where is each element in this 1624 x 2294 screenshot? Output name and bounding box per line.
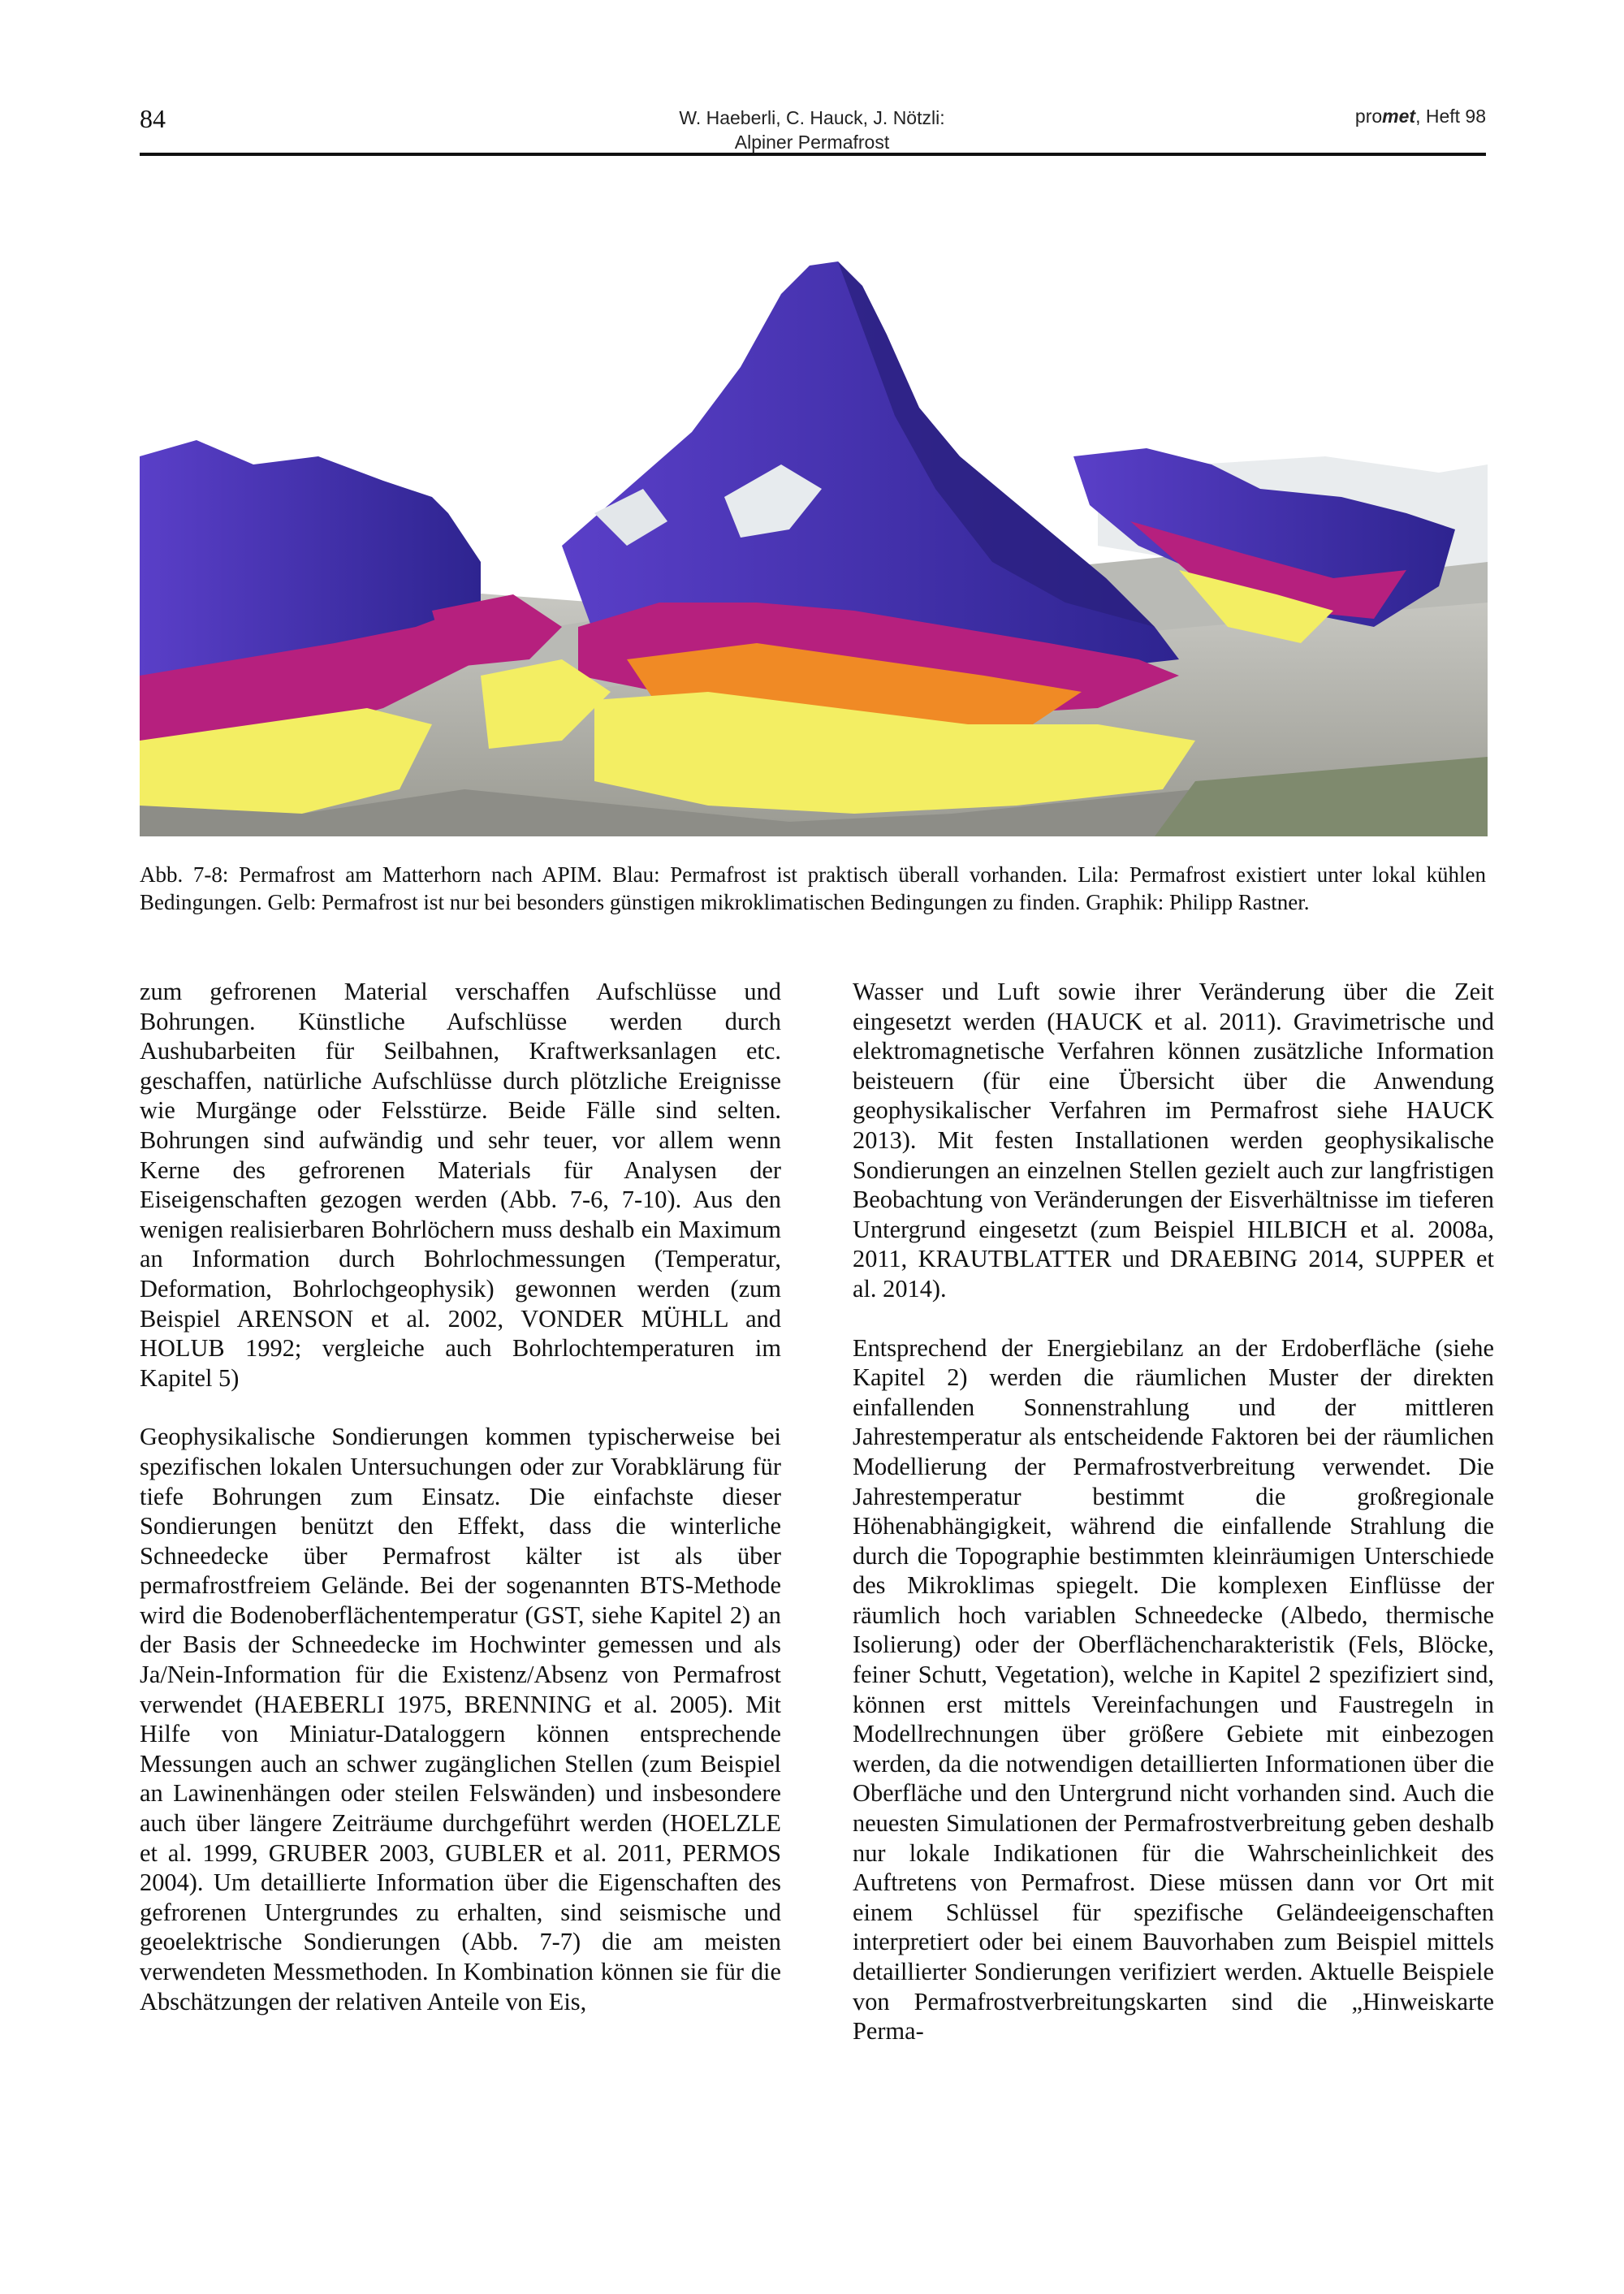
journal-issue: , Heft 98 [1415,106,1486,127]
column-right [853,977,1494,2076]
paragraph: zum gefrorenen Material verschaffen Aufschlüsse und Bohrungen. Künstliche Aufschlüsse werden durch Aushubarbeiten für Seilbahnen, Kraftwerksanlagen etc. geschaffen, natürliche Aufschlüsse durch plötzliche Ereignisse wie Murgänge oder Felsstürze. Beide Fälle sind selten. Bohrungen sind aufwändig und sehr teuer, vor allem wenn Kerne des gefrorenen Materials für Analysen der Eiseigenschaften gezogen werden (Abb. 7-6, 7-10). Aus den wenigen realisierbaren Bohrlöchern muss deshalb ein Maximum an Information durch Bohrlochmessungen (Temperatur, Deformation, Bohrlochgeophysik) gewonnen werden (zum Beispiel ARENSON et al. 2002, VONDER MÜHLL and HOLUB 1992; vergleiche auch Bohrlochtemperaturen im Kapitel 5) [140,978,781,1392]
figure-matterhorn-permafrost [140,221,1488,836]
journal-brand: met [1382,106,1416,127]
running-header [568,106,1056,154]
running-header-authors: W. Haeberli, C. Hauck, J. Nötzli: [679,107,945,128]
header-rule [140,153,1486,156]
column-left [140,977,781,2046]
figure-caption: Abb. 7-8: Permafrost am Matterhorn nach APIM. Blau: Permafrost ist praktisch überall vorhanden. Lila: Permafrost existiert unter lokal kühlen Bedingungen. Gelb: Permafrost ist nur bei besonders günstigen mikroklimatischen Bedingungen zu finden. Graphik: Philipp Rastner. [140,862,1486,914]
permafrost-render [140,221,1488,836]
journal-label [1355,106,1486,127]
paragraph: Geophysikalische Sondierungen kommen typischerweise bei spezifischen lokalen Untersuchungen oder zur Vorabklärung für tiefe Bohrungen zum Einsatz. Die einfachste dieser Sondierungen benützt den Effekt, dass die winterliche Schneedecke über Permafrost kälter ist als über permafrostfreiem Gelände. Bei der sogenannten BTS-Methode wird die Bodenoberflächentemperatur (GST, siehe Kapitel 2) an der Basis der Schneedecke im Hochwinter gemessen und als Ja/Nein-Information für die Existenz/Absenz von Permafrost verwendet (HAEBERLI 1975, BRENNING et al. 2005). Mit Hilfe von Miniatur-Dataloggern können entsprechende Messungen auch an schwer zugänglichen Stellen (zum Beispiel an Lawinenhängen oder steilen Felswänden) und insbesondere auch über längere Zeiträume durchgeführt werden (HOELZLE et al. 1999, GRUBER 2003, GUBLER et al. 2011, PERMOS 2004). Um detaillierte Information über die Eigenschaften des gefrorenen Untergrundes zu erhalten, sind seismische und geoelektrische Sondierungen (Abb. 7-7) die am meisten verwendeten Messmethoden. In Kombination können sie für die Abschätzungen der relativen Anteile von Eis, [140,1423,781,2015]
paragraph: Entsprechend der Energiebilanz an der Erdoberfläche (siehe Kapitel 2) werden die räumlichen Muster der direkten einfallenden Sonnenstrahlung und der mittleren Jahrestemperatur als entscheidende Faktoren bei der räumlichen Modellierung der Permafrostverbreitung verwendet. Die Jahrestemperatur bestimmt die großregionale Höhenabhängigkeit, während die einfallende Strahlung die durch die Topographie bestimmten kleinräumigen Unterschiede des Mikroklimas spiegelt. Die komplexen Einflüsse der räumlich hoch variablen Schneedecke (Albedo, thermische Isolierung) oder der Oberflächencharakteristik (Fels, Blöcke, feiner Schutt, Vegetation), welche in Kapitel 2 spezifiziert sind, können erst mittels Vereinfachungen und Faustregeln in Modellrechnungen über größere Gebiete mit einbezogen werden, da die notwendigen detaillierten Informationen über die Oberfläche und den Untergrund nicht vorhanden sind. Auch die neuesten Simulationen der Permafrostverbreitung geben deshalb nur lokale Indikationen für die Wahrscheinlichkeit des Auftretens von Permafrost. Diese müssen dann vor Ort mit einem Schlüssel für spezifische Geländeeigenschaften interpretiert oder bei einem Bauvorhaben zum Beispiel mittels detaillierter Sondierungen verifiziert werden. Aktuelle Beispiele von Permafrostverbreitungskarten sind die „Hinweiskarte Perma- [853,1333,1494,2046]
journal-prefix: pro [1354,106,1383,127]
running-header-title: Alpiner Permafrost [734,132,890,153]
paragraph: Wasser und Luft sowie ihrer Veränderung über die Zeit eingesetzt werden (HAUCK et al. 2011). Gravimetrische und elektromagnetische Verfahren können zusätzliche Information beisteuern (für eine Übersicht über die Anwendung geophysikalischer Verfahren im Permafrost siehe HAUCK 2013). Mit festen Installationen werden geophysikalische Sondierungen an einzelnen Stellen gezielt auch zur langfristigen Beobachtung von Veränderungen der Eisverhältnisse im tieferen Untergrund eingesetzt (zum Beispiel HILBICH et al. 2008a, 2011, KRAUTBLATTER und DRAEBING 2014, SUPPER et al. 2014). [853,978,1494,1303]
page-number: 84 [140,104,166,133]
